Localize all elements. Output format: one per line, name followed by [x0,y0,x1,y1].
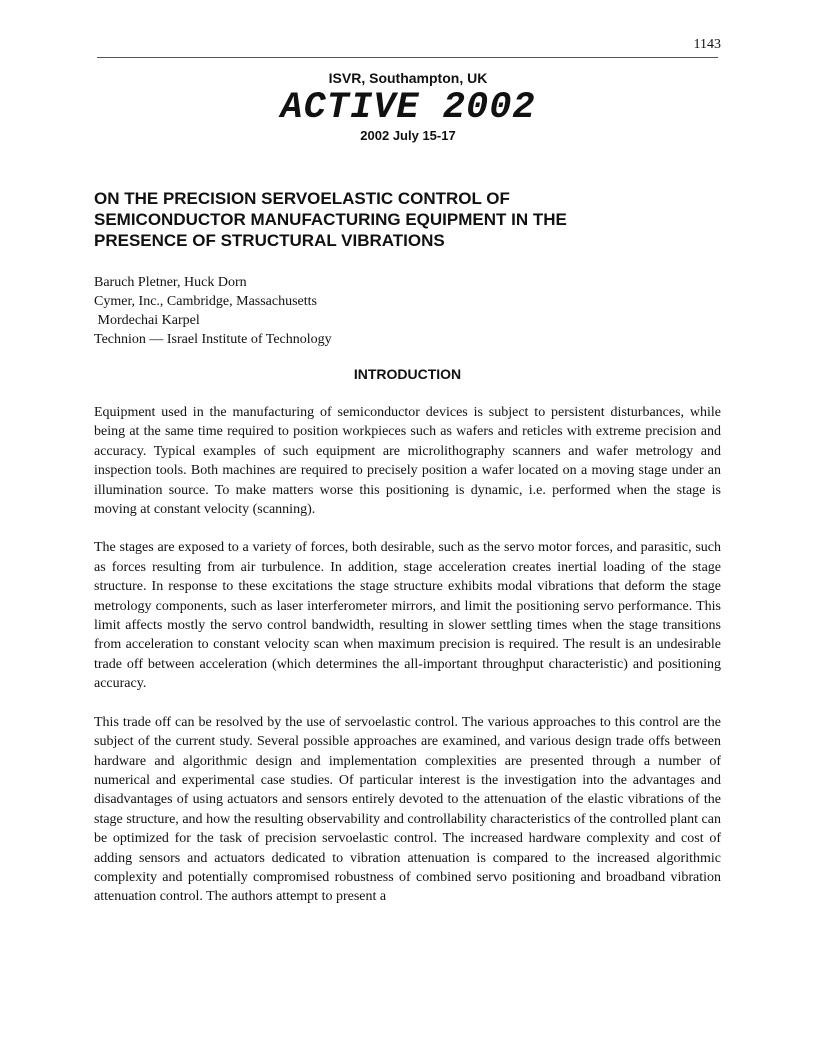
conference-name: ACTIVE 2002 [280,87,536,129]
title-line: SEMICONDUCTOR MANUFACTURING EQUIPMENT IN THE [94,210,567,229]
conference-location: ISVR, Southampton, UK [328,70,488,86]
body-paragraph: The stages are exposed to a variety of forces, both desirable, such as the servo motor forces, and parasitic, such as forces resulting from air turbulence. In addition, stage acceleration creates inertial loading of the stage structure. In response to these excitations the stage structure exhibits modal vibrations that deform the stage metrology components, such as laser interferometer mirrors, and limit the positioning servo performance. This limit affects mostly the servo control bandwidth, resulting in slower settling times when the stage transitions from acceleration to constant velocity scan when maximum precision is required. The result is an undesirable trade off between acceleration (which determines the all-important throughput characteristic) and positioning accuracy. [94,540,721,692]
page-number: 1143 [693,37,721,52]
title-line: ON THE PRECISION SERVOELASTIC CONTROL OF [94,189,510,208]
paper-title [94,188,721,251]
author-line: Mordechai Karpel [94,313,200,328]
paper-content [94,188,721,926]
author-line: Baruch Pletner, Huck Dorn [94,275,247,290]
conference-header [0,70,816,144]
author-block [94,273,721,349]
body-paragraph: Equipment used in the manufacturing of semiconductor devices is subject to persistent disturbances, while being at the same time required to position workpieces such as wafers and reticles with extreme precision and accuracy. Typical examples of such equipment are microlithography scanners and wafer metrology and inspection tools. Both machines are required to precisely position a wafer located on a moving stage under an illumination source. To make matters worse this positioning is dynamic, i.e. performed when the stage is moving at constant velocity (scanning). [94,405,721,518]
header-divider [97,57,718,58]
section-heading: INTRODUCTION [353,366,462,382]
title-line: PRESENCE OF STRUCTURAL VIBRATIONS [94,231,445,250]
author-affiliation: Cymer, Inc., Cambridge, Massachusetts [94,294,318,309]
body-paragraph: This trade off can be resolved by the use of servoelastic control. The various approaches to this control are the subject of the current study. Several possible approaches are examined, and various design trade offs between hardware and algorithmic design and implementation complexities are presented through a number of numerical and experimental case studies. Of particular interest is the investigation into the advantages and disadvantages of using actuators and sensors entirely devoted to the attenuation of the elastic vibrations of the stage structure, and how the resulting observability and controllability characteristics of the controlled plant can be optimized for the task of precision servoelastic control. The increased hardware complexity and cost of adding sensors and actuators dedicated to vibration attenuation is compared to the increased algorithmic complexity and potentially compromised robustness of combined servo positioning and broadband vibration attenuation control. The authors attempt to present a [94,714,721,905]
conference-dates: 2002 July 15-17 [360,128,456,143]
author-affiliation: Technion — Israel Institute of Technology [94,332,332,347]
